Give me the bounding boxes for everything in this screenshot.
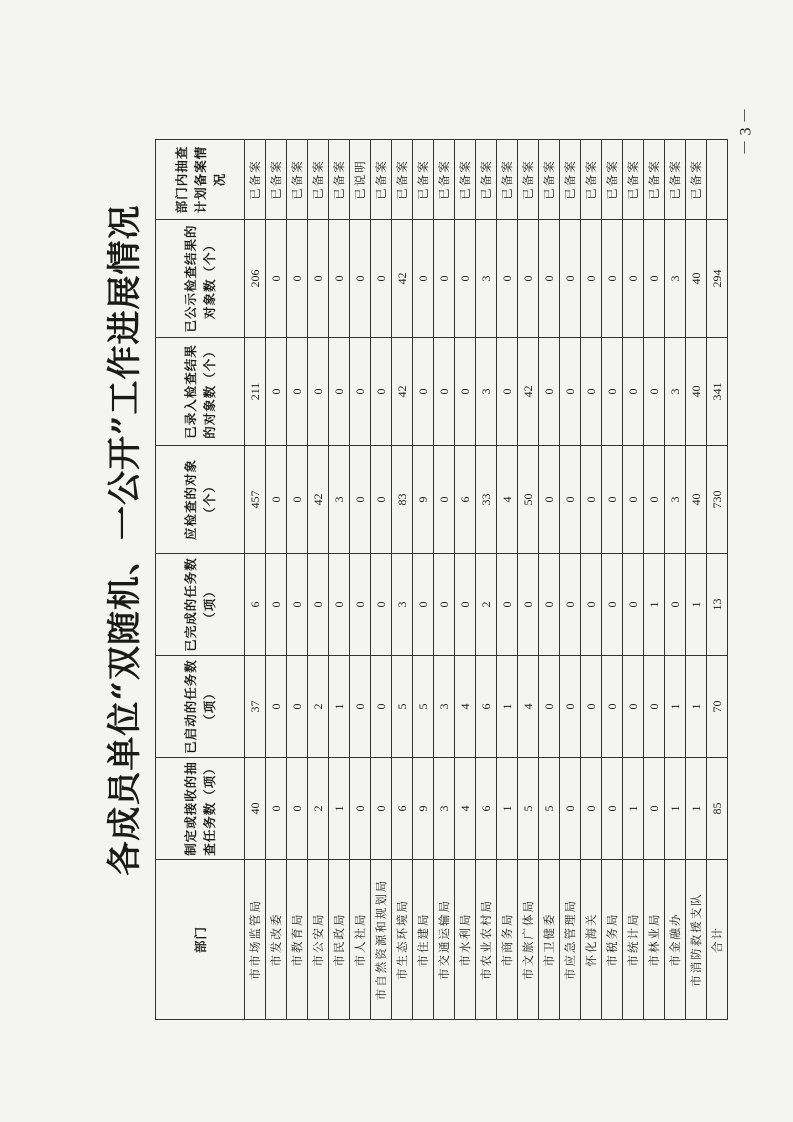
cell-results-published: 0 [581,220,602,338]
cell-plan-filing: 已备案 [329,140,350,220]
table-row [686,140,707,1020]
cell-tasks-started: 70 [707,656,728,758]
cell-plan-filing: 已备案 [266,140,287,220]
cell-objects-to-check: 0 [560,446,581,554]
page-number: － 3 － [737,107,755,156]
cell-department: 市生态环境局 [392,860,413,1020]
cell-tasks-started: 4 [518,656,539,758]
cell-tasks-set: 0 [350,758,371,860]
cell-results-entered: 0 [434,338,455,446]
cell-department: 市教育局 [287,860,308,1020]
cell-tasks-completed: 0 [413,554,434,656]
cell-results-published: 206 [245,220,266,338]
cell-results-entered: 341 [707,338,728,446]
cell-tasks-set: 1 [665,758,686,860]
cell-tasks-set: 0 [266,758,287,860]
cell-objects-to-check: 0 [644,446,665,554]
cell-department: 市统计局 [623,860,644,1020]
cell-department: 市农业农村局 [476,860,497,1020]
cell-tasks-set: 6 [392,758,413,860]
cell-results-published: 0 [560,220,581,338]
cell-objects-to-check: 6 [455,446,476,554]
table-row [539,140,560,1020]
cell-results-entered: 0 [455,338,476,446]
cell-tasks-started: 0 [539,656,560,758]
table-row [308,140,329,1020]
cell-objects-to-check: 50 [518,446,539,554]
cell-department: 市民政局 [329,860,350,1020]
cell-tasks-set: 1 [623,758,644,860]
cell-results-published: 40 [686,220,707,338]
cell-results-published: 0 [434,220,455,338]
cell-tasks-set: 9 [413,758,434,860]
cell-results-published: 0 [602,220,623,338]
cell-department: 市住建局 [413,860,434,1020]
table-row [581,140,602,1020]
cell-results-published: 0 [518,220,539,338]
table-row [476,140,497,1020]
cell-plan-filing: 已备案 [539,140,560,220]
cell-plan-filing: 已备案 [434,140,455,220]
table-row [497,140,518,1020]
cell-tasks-started: 0 [602,656,623,758]
cell-results-entered: 0 [539,338,560,446]
header-plan-filing: 部门内抽查计划备案情况 [156,140,245,220]
cell-tasks-completed: 0 [497,554,518,656]
cell-results-published: 0 [455,220,476,338]
cell-tasks-set: 6 [476,758,497,860]
cell-tasks-set: 1 [686,758,707,860]
cell-objects-to-check: 4 [497,446,518,554]
cell-tasks-set: 2 [308,758,329,860]
table-row [644,140,665,1020]
cell-department: 市公安局 [308,860,329,1020]
cell-plan-filing: 已备案 [686,140,707,220]
header-tasks-started: 已启动的任务数（项） [156,656,245,758]
cell-tasks-completed: 3 [392,554,413,656]
cell-objects-to-check: 42 [308,446,329,554]
cell-results-published: 0 [623,220,644,338]
cell-tasks-completed: 13 [707,554,728,656]
cell-results-entered: 0 [266,338,287,446]
cell-objects-to-check: 457 [245,446,266,554]
cell-objects-to-check: 0 [623,446,644,554]
cell-results-published: 42 [392,220,413,338]
cell-tasks-started: 0 [287,656,308,758]
table-row [434,140,455,1020]
cell-tasks-started: 0 [581,656,602,758]
cell-department: 市卫健委 [539,860,560,1020]
cell-tasks-completed: 0 [623,554,644,656]
cell-results-entered: 0 [287,338,308,446]
cell-department: 市文旅广体局 [518,860,539,1020]
cell-tasks-started: 5 [392,656,413,758]
cell-results-published: 294 [707,220,728,338]
cell-tasks-started: 5 [413,656,434,758]
table-total-row [707,140,728,1020]
cell-tasks-completed: 0 [308,554,329,656]
cell-plan-filing: 已备案 [476,140,497,220]
table-row [266,140,287,1020]
cell-plan-filing: 已备案 [623,140,644,220]
cell-tasks-started: 0 [350,656,371,758]
table-row [413,140,434,1020]
cell-objects-to-check: 0 [539,446,560,554]
cell-tasks-started: 0 [644,656,665,758]
progress-table [155,139,728,1020]
cell-department: 市金融办 [665,860,686,1020]
cell-results-published: 0 [266,220,287,338]
cell-tasks-set: 0 [371,758,392,860]
cell-tasks-started: 1 [329,656,350,758]
cell-objects-to-check: 0 [434,446,455,554]
cell-results-entered: 211 [245,338,266,446]
cell-tasks-completed: 0 [350,554,371,656]
cell-tasks-started: 1 [686,656,707,758]
cell-tasks-started: 3 [434,656,455,758]
cell-department: 市商务局 [497,860,518,1020]
cell-tasks-completed: 0 [371,554,392,656]
cell-tasks-set: 0 [602,758,623,860]
cell-tasks-started: 0 [266,656,287,758]
cell-results-published: 3 [665,220,686,338]
cell-tasks-started: 6 [476,656,497,758]
cell-tasks-completed: 0 [560,554,581,656]
table-row [560,140,581,1020]
table-row [350,140,371,1020]
cell-plan-filing: 已备案 [581,140,602,220]
cell-plan-filing: 已备案 [413,140,434,220]
cell-plan-filing: 已备案 [665,140,686,220]
cell-results-entered: 0 [371,338,392,446]
cell-results-published: 0 [371,220,392,338]
table-header-row [156,140,245,1020]
cell-tasks-set: 0 [287,758,308,860]
cell-tasks-set: 0 [581,758,602,860]
cell-plan-filing [707,140,728,220]
cell-department: 市市场监管局 [245,860,266,1020]
cell-tasks-completed: 1 [686,554,707,656]
cell-tasks-set: 85 [707,758,728,860]
cell-department: 市自然资源和规划局 [371,860,392,1020]
cell-plan-filing: 已备案 [497,140,518,220]
cell-objects-to-check: 83 [392,446,413,554]
cell-results-entered: 0 [644,338,665,446]
cell-department: 市交通运输局 [434,860,455,1020]
cell-tasks-completed: 0 [266,554,287,656]
cell-tasks-started: 1 [497,656,518,758]
cell-tasks-started: 37 [245,656,266,758]
cell-tasks-set: 40 [245,758,266,860]
cell-department: 市消防救援支队 [686,860,707,1020]
cell-department: 市应急管理局 [560,860,581,1020]
cell-results-published: 0 [329,220,350,338]
cell-tasks-completed: 0 [581,554,602,656]
header-results-published: 已公示检查结果的对象数（个） [156,220,245,338]
cell-results-published: 0 [308,220,329,338]
cell-department: 市发改委 [266,860,287,1020]
cell-results-entered: 40 [686,338,707,446]
cell-department: 怀化海关 [581,860,602,1020]
cell-objects-to-check: 40 [686,446,707,554]
cell-tasks-started: 2 [308,656,329,758]
cell-objects-to-check: 0 [371,446,392,554]
cell-results-entered: 42 [392,338,413,446]
cell-department: 合计 [707,860,728,1020]
cell-results-published: 0 [287,220,308,338]
cell-plan-filing: 已备案 [392,140,413,220]
cell-results-entered: 3 [476,338,497,446]
table-row [623,140,644,1020]
cell-tasks-started: 0 [560,656,581,758]
cell-tasks-completed: 0 [434,554,455,656]
cell-plan-filing: 已备案 [455,140,476,220]
cell-tasks-completed: 0 [539,554,560,656]
cell-objects-to-check: 3 [665,446,686,554]
cell-tasks-started: 4 [455,656,476,758]
cell-plan-filing: 已备案 [644,140,665,220]
cell-tasks-set: 5 [518,758,539,860]
cell-objects-to-check: 0 [602,446,623,554]
header-objects-to-check: 应检查的对象（个） [156,446,245,554]
cell-results-entered: 0 [497,338,518,446]
cell-tasks-set: 3 [434,758,455,860]
cell-tasks-set: 5 [539,758,560,860]
header-tasks-set: 制定或接收的抽查任务数（项） [156,758,245,860]
cell-results-entered: 0 [581,338,602,446]
cell-results-published: 0 [413,220,434,338]
cell-tasks-set: 1 [329,758,350,860]
cell-results-published: 3 [476,220,497,338]
header-tasks-completed: 已完成的任务数（项） [156,554,245,656]
header-results-entered: 已录入检查结果的对象数（个） [156,338,245,446]
cell-tasks-set: 4 [455,758,476,860]
cell-plan-filing: 已说明 [350,140,371,220]
cell-results-entered: 0 [623,338,644,446]
table-row [245,140,266,1020]
cell-objects-to-check: 730 [707,446,728,554]
cell-results-entered: 42 [518,338,539,446]
cell-tasks-completed: 0 [665,554,686,656]
cell-objects-to-check: 0 [581,446,602,554]
cell-results-entered: 0 [308,338,329,446]
cell-results-published: 0 [497,220,518,338]
table-row [518,140,539,1020]
cell-department: 市水利局 [455,860,476,1020]
table-row [287,140,308,1020]
cell-objects-to-check: 0 [287,446,308,554]
cell-tasks-started: 0 [623,656,644,758]
cell-objects-to-check: 33 [476,446,497,554]
cell-plan-filing: 已备案 [518,140,539,220]
cell-department: 市林业局 [644,860,665,1020]
cell-objects-to-check: 9 [413,446,434,554]
cell-results-published: 0 [539,220,560,338]
cell-results-entered: 3 [665,338,686,446]
cell-tasks-completed: 0 [518,554,539,656]
cell-tasks-completed: 1 [644,554,665,656]
cell-results-published: 0 [350,220,371,338]
cell-department: 市人社局 [350,860,371,1020]
cell-plan-filing: 已备案 [308,140,329,220]
cell-results-entered: 0 [413,338,434,446]
cell-objects-to-check: 0 [266,446,287,554]
cell-tasks-completed: 0 [602,554,623,656]
cell-plan-filing: 已备案 [371,140,392,220]
cell-tasks-completed: 0 [329,554,350,656]
cell-tasks-set: 1 [497,758,518,860]
cell-tasks-set: 0 [560,758,581,860]
cell-tasks-set: 0 [644,758,665,860]
cell-plan-filing: 已备案 [287,140,308,220]
cell-tasks-started: 0 [371,656,392,758]
document-title: 各成员单位“双随机、一公开”工作进展情况 [105,204,145,876]
table-row [329,140,350,1020]
cell-tasks-completed: 0 [455,554,476,656]
table-row [665,140,686,1020]
cell-tasks-completed: 2 [476,554,497,656]
table-row [602,140,623,1020]
cell-results-entered: 0 [560,338,581,446]
cell-results-entered: 0 [329,338,350,446]
table-row [455,140,476,1020]
header-department: 部门 [156,860,245,1020]
cell-department: 市税务局 [602,860,623,1020]
cell-results-entered: 0 [602,338,623,446]
table-row [371,140,392,1020]
cell-results-published: 0 [644,220,665,338]
cell-plan-filing: 已备案 [602,140,623,220]
cell-objects-to-check: 0 [350,446,371,554]
cell-results-entered: 0 [350,338,371,446]
cell-objects-to-check: 3 [329,446,350,554]
cell-tasks-started: 1 [665,656,686,758]
cell-plan-filing: 已备案 [560,140,581,220]
cell-tasks-completed: 0 [287,554,308,656]
cell-tasks-completed: 6 [245,554,266,656]
table-row [392,140,413,1020]
cell-plan-filing: 已备案 [245,140,266,220]
rotated-table-section [95,60,724,1020]
